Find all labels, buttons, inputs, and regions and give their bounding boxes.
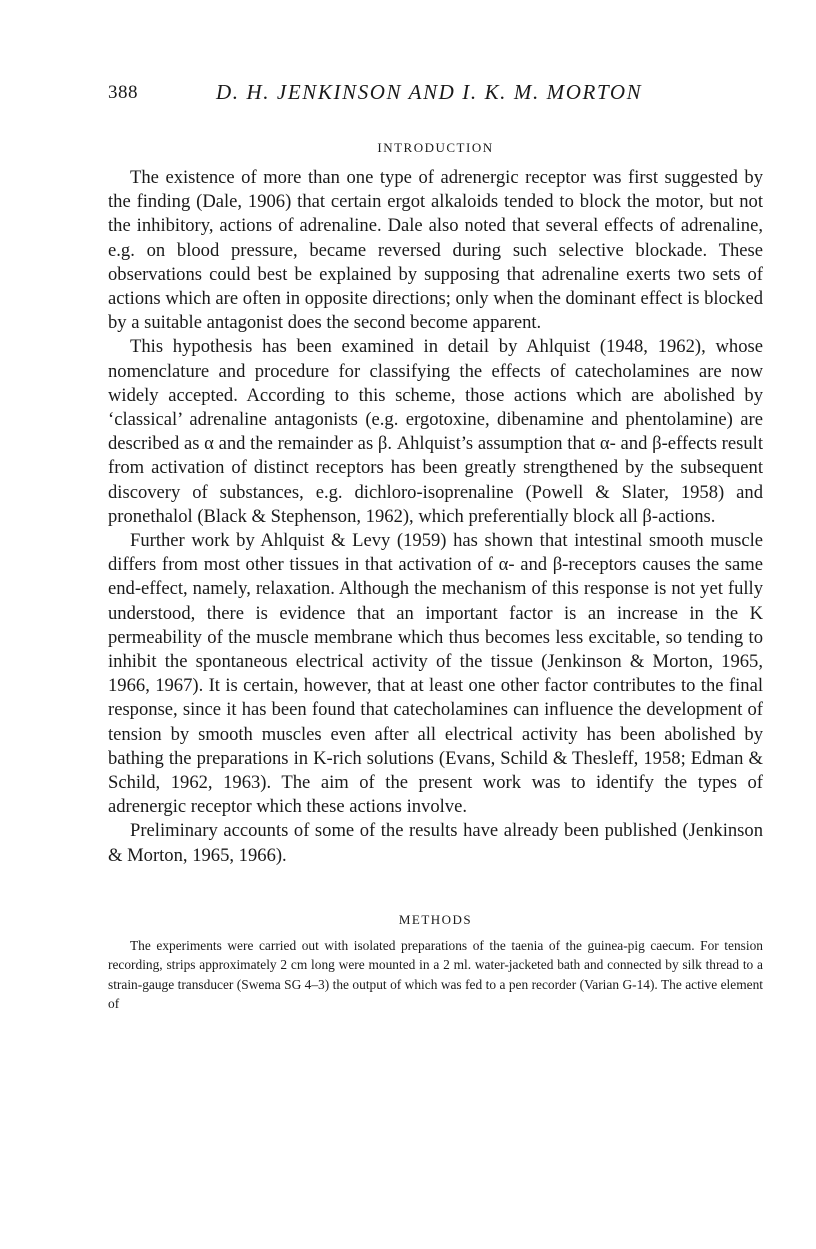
- page-number: 388: [108, 82, 138, 103]
- running-head-authors: D. H. JENKINSON AND I. K. M. MORTON: [216, 80, 643, 104]
- methods-paragraph-1: The experiments were carried out with isolated preparations of the taenia of the guinea-pig caecum. For tension recording, strips approximately 2 cm long were mounted in a 2 ml. water-jacketed bath and connected by silk thread to a strain-gauge transducer (Swema SG 4–3) the output of which was fed to a pen recorder (Varian G-14). The active element of: [108, 937, 763, 1012]
- introduction-paragraph-1: The existence of more than one type of adrenergic receptor was first suggested by the finding (Dale, 1906) that certain ergot alkaloids tended to block the motor, but not the inhibitory, actions of adrenaline. Dale also noted that several effects of adrenaline, e.g. on blood pressure, became reversed during such selective blockade. These observations could best be explained by supposing that adrenaline exerts two sets of actions which are often in opposite directions; only when the dominant effect is blocked by a suitable antagonist does the second become apparent.: [108, 167, 763, 334]
- running-head: [108, 80, 763, 116]
- introduction-paragraph-3: Further work by Ahlquist & Levy (1959) has shown that intestinal smooth muscle differs from most other tissues in that activation of α- and β-receptors causes the same end-effect, namely, relaxation. Although the mechanism of this response is not yet fully understood, there is evidence that an important factor is an increase in the K permeability of the muscle membrane which thus becomes less excitable, so tending to inhibit the spontaneous electrical activity of the tissue (Jenkinson & Morton, 1965, 1966, 1967). It is certain, however, that at least one other factor contributes to the final response, since it has been found that catecholamines can influence the development of tension by smooth muscles even after all electrical activity has been abolished by bathing the preparations in K-rich solutions (Evans, Schild & Thesleff, 1958; Edman & Schild, 1962, 1963). The aim of the present work was to identify the types of adrenergic receptor which these actions involve.: [108, 530, 763, 818]
- introduction-paragraph-2: This hypothesis has been examined in detail by Ahlquist (1948, 1962), whose nomenclature and procedure for classifying the effects of catecholamines are now widely accepted. According to this scheme, those actions which are abolished by ‘classical’ adrenaline antagonists (e.g. ergotoxine, dibenamine and phentolamine) are described as α and the remainder as β. Ahlquist’s assumption that α- and β-effects result from activation of distinct receptors has been greatly strengthened by the subsequent discovery of substances, e.g. dichloro-isoprenaline (Powell & Slater, 1958) and pronethalol (Black & Stephenson, 1962), which preferentially block all β-actions.: [108, 336, 763, 527]
- journal-page: [108, 80, 763, 1014]
- introduction-heading: INTRODUCTION: [377, 140, 494, 155]
- introduction-paragraph-4: Preliminary accounts of some of the results have already been published (Jenkinson & Morton, 1965, 1966).: [108, 820, 763, 866]
- methods-heading: METHODS: [398, 911, 473, 927]
